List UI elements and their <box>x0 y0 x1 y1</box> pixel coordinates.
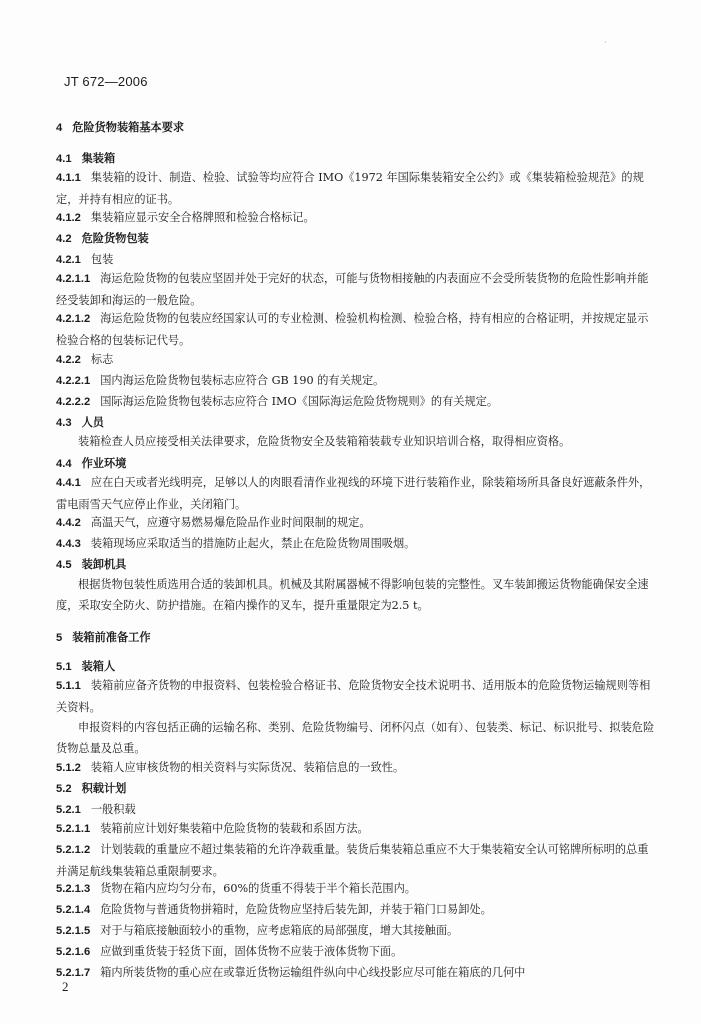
clause-paragraph <box>56 207 656 229</box>
clause-number: 5.1.2 <box>56 762 81 774</box>
clause-number: 5.1 <box>56 661 72 673</box>
clause-number: 4.2.2 <box>56 354 81 366</box>
clause-number: 5.2 <box>56 783 72 795</box>
clause-paragraph <box>56 878 656 900</box>
clause-text: 箱内所装货物的重心应在或靠近货物运输组件纵向中心线投影应尽可能在箱底的几何中 <box>100 966 526 979</box>
clause-text: 集装箱的设计、制造、检验、试验等均应符合 IMO《1972 年国际集装箱安全公约》或《集装箱检验规范》的规定，并持有相应的证书。 <box>56 171 644 206</box>
clause-number: 4.4.1 <box>56 477 81 489</box>
section-heading <box>56 117 656 139</box>
clause-text: 装箱检查人员应接受相关法律要求，危险货物安全及装箱箱装载专业知识培训合格，取得相应资格。 <box>78 435 571 448</box>
standard-number-header: JT 672—2006 <box>64 74 148 89</box>
clause-text: 装箱前应计划好集装箱中危险货物的装载和系固方法。 <box>100 822 369 835</box>
clause-paragraph <box>56 899 656 921</box>
clause-paragraph <box>56 472 656 515</box>
clause-number: 4.2.1 <box>56 254 81 266</box>
clause-paragraph <box>56 391 656 413</box>
clause-number: 5.1.1 <box>56 680 81 692</box>
clause-paragraph <box>56 574 656 616</box>
clause-number: 4.5 <box>56 559 72 571</box>
clause-paragraph <box>56 717 656 759</box>
clause-text: 积载计划 <box>81 781 127 795</box>
clause-text: 集装箱 <box>81 151 116 165</box>
section-heading <box>56 228 656 250</box>
clause-paragraph <box>56 308 656 351</box>
clause-number: 4.2.2.1 <box>56 375 91 387</box>
clause-number: 5.2.1.1 <box>56 823 91 835</box>
clause-text: 应在白天或者光线明亮，足够以人的肉眼看清作业视线的环境下进行装箱作业，除装箱场所具备良好遮蔽条件外，雷电雨雪天气应停止作业，关闭箱门。 <box>56 476 651 511</box>
clause-text: 集装箱应显示安全合格牌照和检验合格标记。 <box>90 211 315 224</box>
clause-text: 一般积载 <box>90 803 136 816</box>
clause-text: 海运危险货物的包装应坚固并处于完好的状态，可能与货物相接触的内表面应不会受所装货物的危险性影响并能经受装卸和海运的一般危险。 <box>56 272 649 307</box>
clause-number: 4 <box>56 122 63 134</box>
clause-paragraph <box>56 512 656 534</box>
clause-paragraph <box>56 431 656 452</box>
clause-number: 5.2.1.3 <box>56 883 91 895</box>
scan-mark: · <box>604 38 607 47</box>
clause-text: 人员 <box>81 415 104 429</box>
clause-number: 5.2.1.6 <box>56 946 91 958</box>
clause-number: 4.2.2.2 <box>56 396 91 408</box>
clause-text: 高温天气，应遵守易燃易爆危险品作业时间限制的规定。 <box>90 516 371 529</box>
clause-paragraph <box>56 818 656 840</box>
clause-number: 5.2.1.5 <box>56 925 91 937</box>
clause-text: 装箱人 <box>81 659 116 673</box>
clause-text: 装箱现场应采取适当的措施防止起火，禁止在危险货物周围吸烟。 <box>90 537 416 550</box>
clause-number: 5.2.1 <box>56 804 81 816</box>
clause-paragraph <box>56 839 656 882</box>
clause-paragraph <box>56 370 656 392</box>
clause-text: 危险货物包装 <box>81 231 149 245</box>
clause-text: 作业环境 <box>81 456 127 470</box>
clause-number: 5.2.1.7 <box>56 967 91 979</box>
clause-text: 对于与箱底接触面较小的重物，应考虑箱底的局部强度，增大其接触面。 <box>100 924 459 937</box>
clause-paragraph <box>56 533 656 555</box>
clause-number: 4.4.2 <box>56 517 81 529</box>
clause-paragraph <box>56 675 656 718</box>
clause-number: 5 <box>56 632 63 644</box>
clause-number: 4.4.3 <box>56 538 81 550</box>
clause-text: 根据货物包装性质选用合适的装卸机具。机械及其附属器械不得影响包装的完整性。叉车装卸搬运货物能确保安全速度，采取安全防火、防护措施。在箱内操作的叉车，提升重量限定为2.5 t。 <box>56 578 649 612</box>
clause-text: 危险货物与普通货物拼箱时，危险货物应坚持后装先卸，并装于箱门口易卸处。 <box>100 903 492 916</box>
clause-number: 4.3 <box>56 417 72 429</box>
clause-text: 货物在箱内应均匀分布，60%的货重不得装于半个箱长范围内。 <box>100 882 416 895</box>
clause-paragraph <box>56 941 656 963</box>
clause-number: 4.1.1 <box>56 172 81 184</box>
clause-text: 海运危险货物的包装应经国家认可的专业检测、检验机构检测、检验合格，持有相应的合格证明，并按规定显示检验合格的包装标记代号。 <box>56 312 649 347</box>
clause-number: 5.2.1.4 <box>56 904 91 916</box>
clause-number: 4.2 <box>56 233 72 245</box>
clause-text: 装箱前准备工作 <box>72 630 151 644</box>
clause-text: 计划装载的重量应不超过集装箱的允许净载重量。装货后集装箱总重应不大于集装箱安全认可铭牌所标明的总重并满足航线集装箱总重限制要求。 <box>56 843 649 878</box>
clause-text: 申报资料的内容包括正确的运输名称、类别、危险货物编号、闭杯闪点（如有）、包装类、标记、标识批号、拟装危险货物总量及总重。 <box>56 721 655 755</box>
clause-paragraph <box>56 349 656 371</box>
clause-number: 4.1.2 <box>56 212 81 224</box>
clause-paragraph <box>56 920 656 942</box>
clause-text: 国际海运危险货物包装标志应符合 IMO《国际海运危险货物规则》的有关规定。 <box>100 395 499 408</box>
clause-number: 4.2.1.1 <box>56 273 91 285</box>
clause-paragraph <box>56 167 656 210</box>
clause-paragraph <box>56 757 656 779</box>
clause-paragraph <box>56 268 656 311</box>
clause-number: 5.2.1.2 <box>56 844 91 856</box>
clause-number: 4.1 <box>56 153 72 165</box>
clause-text: 装卸机具 <box>81 557 127 571</box>
clause-paragraph <box>56 962 656 984</box>
page-number: 2 <box>62 979 69 994</box>
clause-text: 应做到重货装于轻货下面，固体货物不应装于液体货物下面。 <box>100 945 403 958</box>
clause-text: 危险货物装箱基本要求 <box>72 120 185 134</box>
clause-text: 标志 <box>90 353 114 366</box>
clause-text: 包装 <box>90 253 114 266</box>
clause-text: 装箱人应审核货物的相关资料与实际货况、装箱信息的一致性。 <box>90 761 405 774</box>
section-heading <box>56 554 656 576</box>
clause-text: 装箱前应备齐货物的申报资料、包装检验合格证书、危险货物安全技术说明书、适用版本的危险货物运输规则等相关资料。 <box>56 679 651 714</box>
section-heading <box>56 627 656 649</box>
clause-number: 4.2.1.2 <box>56 313 91 325</box>
section-heading <box>56 778 656 800</box>
clause-number: 4.4 <box>56 458 72 470</box>
clause-text: 国内海运危险货物包装标志应符合 GB 190 的有关规定。 <box>100 374 385 387</box>
